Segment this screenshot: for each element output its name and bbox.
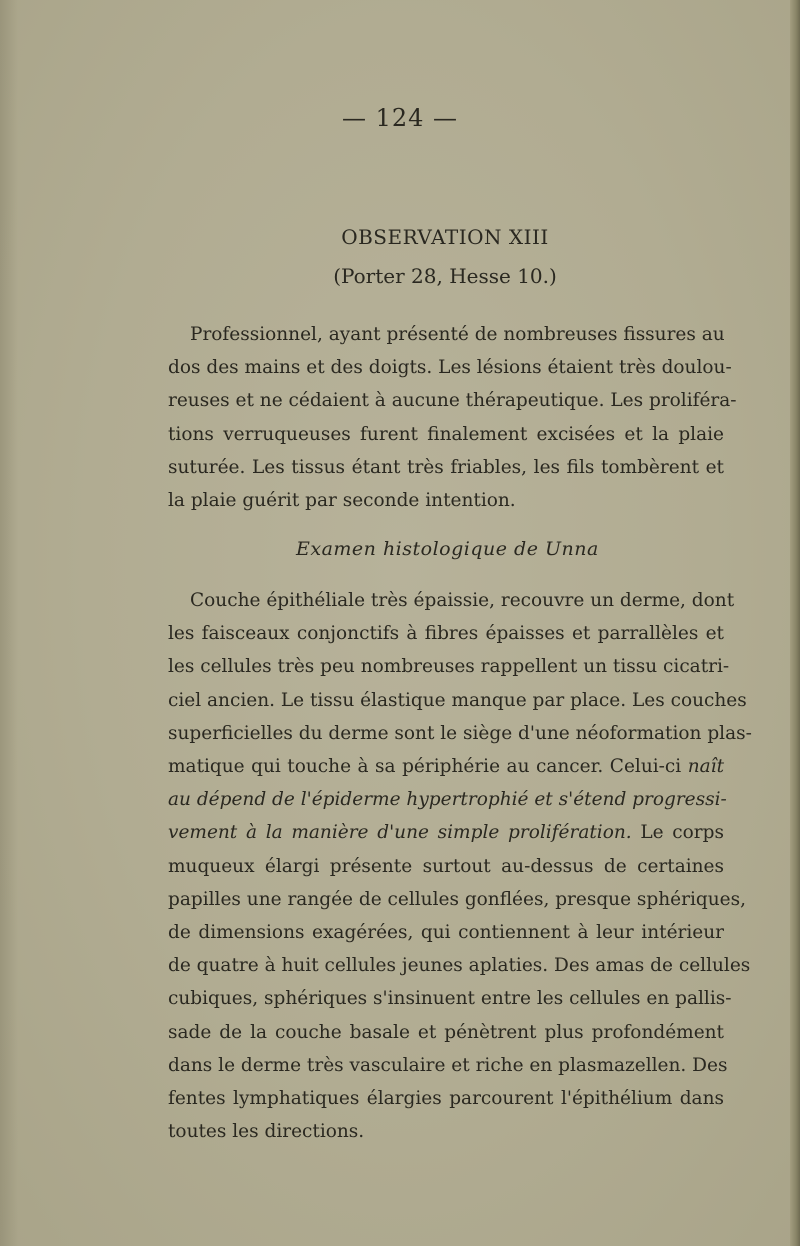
italic-run: naît: [687, 756, 724, 778]
text-line: la plaie guérit par seconde intention.: [168, 490, 516, 512]
text-run: matique qui touche à sa périphérie au cancer. Celui-ci: [168, 756, 682, 778]
page-right-edge: [790, 0, 800, 1246]
text-line: de dimensions exagérées, qui contiennent à leur intérieur: [168, 922, 724, 944]
text-line: papilles une rangée de cellules gonflées, presque sphériques,: [168, 888, 746, 910]
text-line: de quatre à huit cellules jeunes aplaties. Des amas de cellules: [168, 955, 751, 977]
observation-subtitle: (Porter 28, Hesse 10.): [333, 264, 557, 288]
italic-line: au dépend de l'épiderme hypertrophié et s'étend progressi-: [168, 789, 727, 811]
text-line: sade de la couche basale et pénètrent plus profondément: [168, 1021, 724, 1043]
text-line: reuses et ne cédaient à aucune thérapeutique. Les proliféra-: [168, 390, 737, 412]
text-line: ciel ancien. Le tissu élastique manque par place. Les couches: [168, 689, 747, 711]
text-line: tions verruqueuses furent finalement excisées et la plaie: [168, 423, 724, 445]
text-line: toutes les directions.: [168, 1121, 365, 1143]
text-run: Le corps: [640, 822, 724, 844]
page-number: — 124 —: [341, 104, 459, 132]
text-line: muqueux élargi présente surtout au-dessus de certaines: [168, 855, 724, 877]
observation-title: OBSERVATION XIII: [341, 225, 549, 249]
text-line: suturée. Les tissus étant très friables, les fils tombèrent et: [168, 456, 724, 478]
text-line: les faisceaux conjonctifs à fibres épaisses et parrallèles et: [168, 623, 724, 645]
text-line: Professionnel, ayant présenté de nombreuses fissures au: [190, 324, 725, 345]
page-left-shadow: [0, 0, 18, 1246]
paragraph-histology: [168, 584, 752, 1148]
text-line-mixed: [168, 816, 724, 849]
text-line: superficielles du derme sont le siège d'une néoformation plas-: [168, 722, 752, 744]
italic-run: vement à la manière d'une simple prolifération.: [168, 822, 632, 844]
text-line: Couche épithéliale très épaissie, recouvre un derme, dont: [190, 590, 735, 611]
paragraph-case-history: [168, 318, 737, 517]
text-line: dos des mains et des doigts. Les lésions étaient très doulou-: [168, 357, 732, 379]
text-line: cubiques, sphériques s'insinuent entre les cellules en pallis-: [168, 988, 732, 1010]
section-heading: Examen histologique de Unna: [296, 538, 599, 560]
text-line: dans le derme très vasculaire et riche en plasmazellen. Des: [168, 1054, 728, 1076]
text-line-mixed: [168, 750, 724, 783]
text-line: les cellules très peu nombreuses rappellent un tissu cicatri-: [168, 656, 730, 678]
text-line: fentes lymphatiques élargies parcourent l'épithélium dans: [168, 1088, 724, 1110]
